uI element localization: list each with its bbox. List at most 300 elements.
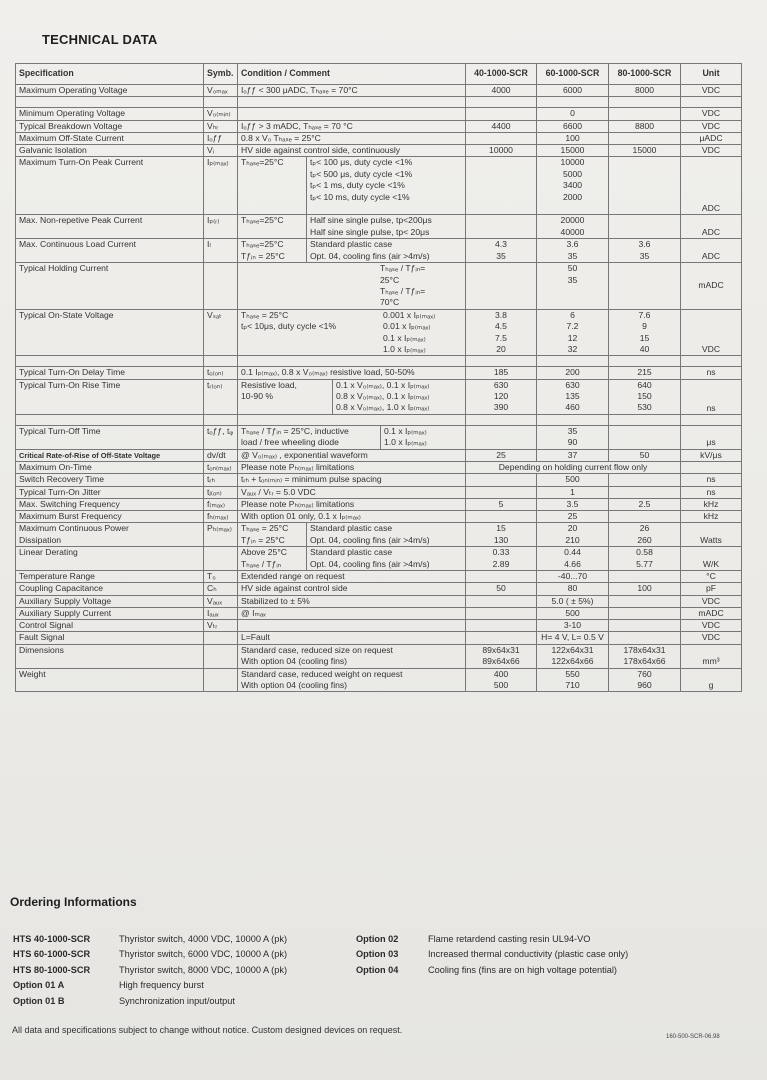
table-row — [16, 486, 742, 498]
unit-cell: VDC — [681, 620, 742, 632]
condition-line: Half sine single pulse, tp<200μs — [310, 215, 432, 226]
value-cell — [609, 644, 681, 668]
condition-cell — [238, 157, 466, 215]
spec-cell: Auxiliary Supply Voltage — [16, 595, 204, 607]
value-cell — [466, 108, 537, 120]
value-line: 3.8 — [495, 309, 507, 320]
condition-cell — [238, 239, 466, 263]
table-row — [16, 239, 742, 263]
value-line: 6 — [570, 309, 575, 320]
spec-cell: Maximum Operating Voltage — [16, 85, 204, 97]
condition-line: Standard plastic case — [310, 547, 393, 558]
symbol-cell — [204, 668, 238, 692]
condition-temps — [238, 310, 380, 356]
condition-cell: Iₒƒƒ < 300 μADC, Tₕₐₛₑ = 70°C — [238, 85, 466, 97]
symbol-cell: f₍ₘₐₓ₎ — [204, 498, 238, 510]
value-cell — [609, 607, 681, 619]
unit-cell: ns — [681, 474, 742, 486]
spec-cell: Galvanic Isolation — [16, 145, 204, 157]
value-cell — [466, 547, 537, 571]
spec-cell: Typical Holding Current — [16, 263, 204, 310]
value-line: 7.5 — [495, 332, 507, 343]
value-cell — [466, 570, 537, 582]
value-cell — [466, 474, 537, 486]
value-cell: 25 — [466, 449, 537, 461]
value-line: 90 — [567, 437, 578, 448]
value-cell — [466, 157, 537, 215]
condition-cell: tᵣₕ + tₒₙ₍ₘᵢₙ₎ = minimum pulse spacing — [238, 474, 466, 486]
value-line: 2.89 — [492, 558, 510, 569]
condition-temps — [238, 426, 380, 449]
value-line: 32 — [567, 344, 578, 354]
condition-cell: Vₐᵤₓ / Vₜᵣ = 5.0 VDC — [238, 486, 466, 498]
value-line: 26 — [639, 523, 650, 534]
table-row — [16, 498, 742, 510]
unit-cell: μADC — [681, 132, 742, 144]
value-line: 960 — [637, 679, 652, 690]
spec-cell: Dimensions — [16, 644, 204, 668]
page-title: TECHNICAL DATA — [42, 32, 158, 47]
condition-temps — [238, 547, 307, 570]
value-cell — [466, 511, 537, 523]
unit-cell: ns — [681, 379, 742, 414]
value-cell — [466, 644, 537, 668]
condition-line: Opt. 04, cooling fins (air >4m/s) — [310, 558, 430, 569]
value-cell — [609, 309, 681, 356]
condition-line: 1.0 x Iₚ₍ₘₐₓ₎ — [384, 437, 427, 448]
condition-line: Half sine single pulse, tp< 20μs — [310, 226, 430, 237]
condition-cell — [238, 425, 466, 449]
value-cell — [466, 607, 537, 619]
value-line: 20 — [567, 523, 578, 534]
condition-line: tₚ< 500 μs, duty cycle <1% — [310, 168, 413, 179]
table-row — [16, 570, 742, 582]
table-row — [16, 120, 742, 132]
unit-cell: ns — [681, 367, 742, 379]
condition-temps — [238, 239, 307, 262]
unit-cell: ADC — [681, 157, 742, 215]
symbol-cell: tᵣ₍ₒₙ₎ — [204, 379, 238, 414]
symbol-cell: tₒₙ₍ₘₐₓ₎ — [204, 461, 238, 473]
list-item — [13, 994, 287, 1009]
value-cell — [466, 668, 537, 692]
table-row — [16, 309, 742, 356]
spec-cell: Max. Continuous Load Current — [16, 239, 204, 263]
value-cell: 3-10 — [537, 620, 609, 632]
condition-sublist — [333, 380, 432, 414]
value-cell — [466, 595, 537, 607]
symbol-cell: Pₕ₍ₘₐₓ₎ — [204, 523, 238, 547]
condition-cell — [238, 644, 466, 668]
value-cell — [537, 425, 609, 449]
value-cell — [537, 547, 609, 571]
condition-line: tₚ< 10 ms, duty cycle <1% — [310, 191, 410, 202]
value-cell: 100 — [537, 132, 609, 144]
value-line: 400 — [493, 668, 509, 679]
condition-line: 1.0 x Iₚ₍ₘₐₓ₎ — [383, 344, 426, 354]
unit-cell: VDC — [681, 145, 742, 157]
condition-line: 0.1 x Iₚ₍ₘₐₓ₎ — [384, 425, 427, 436]
unit-cell: VDC — [681, 632, 742, 644]
unit-cell: mADC — [681, 263, 742, 310]
condition-line: Tₕₐₛₑ / Tƒᵢₙ= — [380, 286, 426, 297]
value-line: 10000 — [560, 157, 585, 168]
value-cell: 4400 — [466, 120, 537, 132]
value-cell: 3.5 — [537, 498, 609, 510]
value-line: 15 — [639, 332, 650, 343]
condition-cell: Iₒƒƒ > 3 mADC, Tₕₐₛₑ = 70 °C — [238, 120, 466, 132]
spec-cell: Fault Signal — [16, 632, 204, 644]
spec-cell: Switch Recovery Time — [16, 474, 204, 486]
value-line: 122x64x66 — [551, 656, 594, 667]
condition-line: Tƒᵢₙ = 25°C — [241, 534, 285, 545]
condition-line: load / free wheeling diode — [241, 437, 339, 448]
condition-line: tₚ< 10μs, duty cycle <1% — [241, 321, 337, 332]
value-cell: Depending on holding current flow only — [466, 461, 681, 473]
value-line: 3.6 — [566, 239, 579, 250]
value-line: 760 — [637, 668, 652, 679]
value-line: 50 — [567, 263, 578, 274]
spec-cell: Maximum Burst Frequency — [16, 511, 204, 523]
value-cell: 5.0 ( ± 5%) — [537, 595, 609, 607]
value-line: 3.6 — [638, 239, 651, 250]
value-line: 130 — [493, 534, 509, 545]
value-cell: 500 — [537, 474, 609, 486]
condition-line: Standard plastic case — [310, 523, 393, 534]
value-line: 460 — [565, 402, 580, 413]
value-line: 390 — [493, 402, 509, 413]
value-line: 35 — [567, 425, 578, 436]
value-cell — [609, 108, 681, 120]
order-code: Option 01 B — [13, 995, 65, 1006]
value-line: 178x64x66 — [623, 656, 666, 667]
value-cell: H= 4 V, L= 0.5 V — [537, 632, 609, 644]
value-cell — [537, 644, 609, 668]
table-row — [16, 367, 742, 379]
value-cell — [537, 263, 609, 310]
table-row — [16, 85, 742, 97]
unit-cell: VDC — [681, 108, 742, 120]
symbol-cell: tₒ₍ₒₙ₎ — [204, 367, 238, 379]
order-desc: Cooling fins (fins are on high voltage potential) — [428, 964, 617, 975]
spec-cell: Coupling Capacitance — [16, 583, 204, 595]
value-cell: 6000 — [537, 85, 609, 97]
footer-disclaimer: All data and specifications subject to change without notice. Custom designed devices on request. — [12, 1025, 403, 1035]
value-line: 15 — [496, 523, 506, 534]
value-cell — [466, 263, 537, 310]
unit-cell: mm³ — [681, 644, 742, 668]
value-cell: 215 — [609, 367, 681, 379]
value-cell — [537, 239, 609, 263]
document-id: 160-500-SCR-06.98 — [666, 1034, 720, 1040]
table-row — [16, 511, 742, 523]
order-desc: High frequency burst — [119, 980, 204, 991]
value-line: 260 — [637, 534, 652, 545]
value-cell: -40...70 — [537, 570, 609, 582]
symbol-cell: T₀ — [204, 570, 238, 582]
symbol-cell: tᵣₕ — [204, 474, 238, 486]
spec-cell — [16, 523, 204, 547]
value-line: 4.5 — [495, 321, 507, 332]
value-cell: 50 — [609, 449, 681, 461]
order-desc: Synchronization input/output — [119, 995, 235, 1006]
value-cell — [466, 132, 537, 144]
spec-cell: Typical On-State Voltage — [16, 309, 204, 356]
value-cell — [609, 157, 681, 215]
value-cell — [466, 379, 537, 414]
value-cell — [609, 239, 681, 263]
ordering-title: Ordering Informations — [10, 895, 137, 909]
value-line: 710 — [565, 679, 580, 690]
value-cell — [537, 215, 609, 239]
unit-cell: mADC — [681, 607, 742, 619]
condition-cell: HV side against control side, continuously — [238, 145, 466, 157]
condition-line: Tₕₐₛₑ / Tƒᵢₙ — [241, 558, 282, 569]
condition-line: Standard case, reduced size on request — [241, 644, 393, 655]
value-cell: 2.5 — [609, 498, 681, 510]
value-cell — [466, 239, 537, 263]
value-line: 35 — [496, 250, 506, 261]
unit-cell: g — [681, 668, 742, 692]
value-line: 0.58 — [636, 547, 653, 558]
spec-cell: Max. Switching Frequency — [16, 498, 204, 510]
unit-cell: VDC — [681, 85, 742, 97]
spec-cell: Maximum Turn-On Peak Current — [16, 157, 204, 215]
header-cell: 60-1000-SCR — [537, 64, 609, 85]
symbol-cell: V₀ₘₐₓ — [204, 85, 238, 97]
condition-cell — [238, 108, 466, 120]
symbol-cell — [204, 632, 238, 644]
order-desc: Thyristor switch, 6000 VDC, 10000 A (pk) — [119, 949, 287, 960]
symbol-cell: Iₗ — [204, 239, 238, 263]
value-cell — [609, 379, 681, 414]
value-line: 35 — [639, 250, 650, 261]
condition-line: 0.001 x Iₚ₍ₘₐₓ₎ — [383, 309, 436, 320]
symbol-cell: fₕ₍ₘₐₓ₎ — [204, 511, 238, 523]
value-cell — [466, 215, 537, 239]
value-line: 2000 — [562, 191, 583, 202]
condition-cell: L=Fault — [238, 632, 466, 644]
unit-cell: VDC — [681, 595, 742, 607]
order-code: Option 04 — [356, 964, 399, 975]
list-item — [356, 932, 628, 947]
order-code: HTS 80-1000-SCR — [13, 964, 91, 975]
value-line: 178x64x31 — [623, 644, 666, 655]
value-cell — [609, 632, 681, 644]
spec-cell: Maximum Off-State Current — [16, 132, 204, 144]
unit-cell: °C — [681, 570, 742, 582]
value-cell — [609, 263, 681, 310]
spec-cell: Critical Rate-of-Rise of Off-State Voltage — [16, 449, 204, 461]
order-desc: Thyristor switch, 8000 VDC, 10000 A (pk) — [119, 964, 287, 975]
value-line: 4.3 — [495, 239, 507, 250]
table-row — [16, 215, 742, 239]
spec-cell: Temperature Range — [16, 570, 204, 582]
value-cell — [537, 379, 609, 414]
value-cell: 200 — [537, 367, 609, 379]
value-cell — [609, 215, 681, 239]
spec-cell: Typical Turn-Off Time — [16, 425, 204, 449]
condition-cell: Stabilized to ± 5% — [238, 595, 466, 607]
condition-line: 0.8 x V₀₍ₘₐₓ₎, 1.0 x Iₚ₍ₘₐₓ₎ — [336, 402, 430, 413]
value-cell — [609, 511, 681, 523]
value-line: 210 — [565, 534, 580, 545]
condition-cell: 0.1 Iₚ₍ₘₐₓ₎, 0.8 x V₀₍ₘₐₓ₎ resistive load, 50-50% — [238, 367, 466, 379]
value-line: 20 — [496, 344, 506, 354]
value-cell — [609, 474, 681, 486]
condition-line: With option 04 (cooling fins) — [241, 656, 348, 667]
value-line: 630 — [565, 379, 580, 390]
condition-line: Opt. 04, cooling fins (air >4m/s) — [310, 534, 430, 545]
table-row — [16, 263, 742, 310]
value-line: 89x64x66 — [482, 656, 520, 667]
value-cell: 100 — [609, 583, 681, 595]
unit-cell: VDC — [681, 309, 742, 356]
list-item — [356, 947, 628, 962]
condition-sublist — [307, 157, 415, 214]
ordering-products-list — [13, 932, 287, 1009]
condition-cell — [238, 668, 466, 692]
spec-cell: Typical Breakdown Voltage — [16, 120, 204, 132]
spec-cell: Max. Non-repetive Peak Current — [16, 215, 204, 239]
value-cell: 4000 — [466, 85, 537, 97]
condition-cell: 0.8 x V₀ Tₕₐₛₑ = 25°C — [238, 132, 466, 144]
ordering-options-list — [356, 932, 628, 978]
condition-temps — [238, 523, 307, 546]
value-cell — [466, 523, 537, 547]
symbol-cell — [204, 644, 238, 668]
value-line: 35 — [567, 274, 578, 285]
symbol-cell: Vₛₐₜ — [204, 309, 238, 356]
condition-cell: @ V₀₍ₘₐₓ₎ , exponential waveform — [238, 449, 466, 461]
condition-line: 25°C — [380, 274, 400, 285]
order-desc: Thyristor switch, 4000 VDC, 10000 A (pk) — [119, 934, 287, 944]
condition-line: Tₕₐₛₑ=25°C — [241, 239, 284, 250]
symbol-cell: dv/dt — [204, 449, 238, 461]
unit-cell: pF — [681, 583, 742, 595]
value-line: 122x64x31 — [551, 644, 594, 655]
value-cell — [537, 309, 609, 356]
spec-cell: Typical Turn-On Jitter — [16, 486, 204, 498]
spec-line: Maximum Continuous Power — [19, 523, 129, 534]
condition-sublist — [307, 547, 433, 570]
header-cell: 80-1000-SCR — [609, 64, 681, 85]
unit-cell: kV/μs — [681, 449, 742, 461]
condition-line: 0.8 x V₀₍ₘₐₓ₎, 0.1 x Iₚ₍ₘₐₓ₎ — [336, 391, 430, 402]
header-cell: Condition / Comment — [238, 64, 466, 85]
value-line: 7.6 — [638, 309, 651, 320]
symbol-cell: Iₐᵤₓ — [204, 607, 238, 619]
condition-line: 0.1 x V₀₍ₘₐₓ₎, 0.1 x Iₚ₍ₘₐₓ₎ — [336, 379, 430, 390]
spec-cell: Weight — [16, 668, 204, 692]
table-row — [16, 379, 742, 414]
unit-cell: W/K — [681, 547, 742, 571]
value-line: 120 — [493, 391, 509, 402]
header-cell: 40-1000-SCR — [466, 64, 537, 85]
value-cell — [466, 486, 537, 498]
spec-cell: Typical Turn-On Delay Time — [16, 367, 204, 379]
value-cell — [609, 132, 681, 144]
symbol-cell: Vᵢ — [204, 145, 238, 157]
value-line: 9 — [642, 321, 647, 332]
unit-cell: ADC — [681, 239, 742, 263]
condition-cell — [238, 523, 466, 547]
list-item — [13, 978, 287, 993]
spec-cell: Auxiliary Supply Current — [16, 607, 204, 619]
condition-line: Resistive load, — [241, 379, 297, 390]
symbol-cell: Vₜᵣ — [204, 620, 238, 632]
order-code: Option 03 — [356, 949, 399, 960]
value-line: 530 — [637, 402, 652, 413]
table-row — [16, 620, 742, 632]
value-cell — [609, 595, 681, 607]
table-row — [16, 449, 742, 461]
value-cell — [466, 632, 537, 644]
value-cell — [609, 570, 681, 582]
spec-cell: Minimum Operating Voltage — [16, 108, 204, 120]
value-cell — [537, 523, 609, 547]
value-cell: 15000 — [609, 145, 681, 157]
unit-cell: Watts — [681, 523, 742, 547]
symbol-cell: Iₚ₍ᵣ₎ — [204, 215, 238, 239]
value-line: 40000 — [560, 226, 585, 237]
condition-line: Above 25°C — [241, 547, 287, 558]
table-row — [16, 607, 742, 619]
table-row — [16, 425, 742, 449]
condition-cell — [238, 263, 466, 310]
condition-line: 10-90 % — [241, 391, 274, 402]
table-row — [16, 108, 742, 120]
symbol-cell: tₒƒƒ, tᵩ — [204, 425, 238, 449]
condition-sublist — [380, 310, 438, 356]
condition-cell: Please note Pₕ₍ₘₐₓ₎ limitations — [238, 461, 466, 473]
condition-cell — [238, 309, 466, 356]
order-desc: Flame retardend casting resin UL94-VO — [428, 934, 591, 944]
condition-cell — [238, 215, 466, 239]
condition-line: Standard case, reduced weight on request — [241, 668, 403, 679]
spec-cell: Linear Derating — [16, 547, 204, 571]
value-cell: 50 — [466, 583, 537, 595]
condition-line: Tₕₐₛₑ = 25°C — [241, 309, 289, 320]
table-header-row — [16, 64, 742, 85]
condition-cell: Extended range on request — [238, 570, 466, 582]
order-desc: Increased thermal conductivity (plastic case only) — [428, 949, 629, 960]
spec-cell: Control Signal — [16, 620, 204, 632]
condition-sublist — [307, 215, 435, 238]
value-line: 89x64x31 — [482, 644, 520, 655]
value-cell: 37 — [537, 449, 609, 461]
value-cell — [537, 157, 609, 215]
symbol-cell — [204, 263, 238, 310]
value-cell: 15000 — [537, 145, 609, 157]
symbol-cell — [204, 547, 238, 571]
condition-load — [238, 380, 333, 414]
condition-line: Tₕₐₛₑ = 25°C — [241, 523, 289, 534]
value-cell: 6600 — [537, 120, 609, 132]
table-row — [16, 668, 742, 692]
condition-line: Tₕₐₛₑ / Tƒᵢₙ = 25°C, inductive — [241, 425, 349, 436]
value-line: 4.66 — [564, 558, 581, 569]
value-cell — [609, 486, 681, 498]
unit-cell — [681, 461, 742, 473]
table-row — [16, 132, 742, 144]
condition-sublist — [307, 523, 433, 546]
value-cell — [537, 668, 609, 692]
unit-cell: ADC — [681, 215, 742, 239]
symbol-cell: Vₐᵤₓ — [204, 595, 238, 607]
order-code: HTS 40-1000-SCR — [13, 934, 91, 944]
unit-cell: VDC — [681, 120, 742, 132]
